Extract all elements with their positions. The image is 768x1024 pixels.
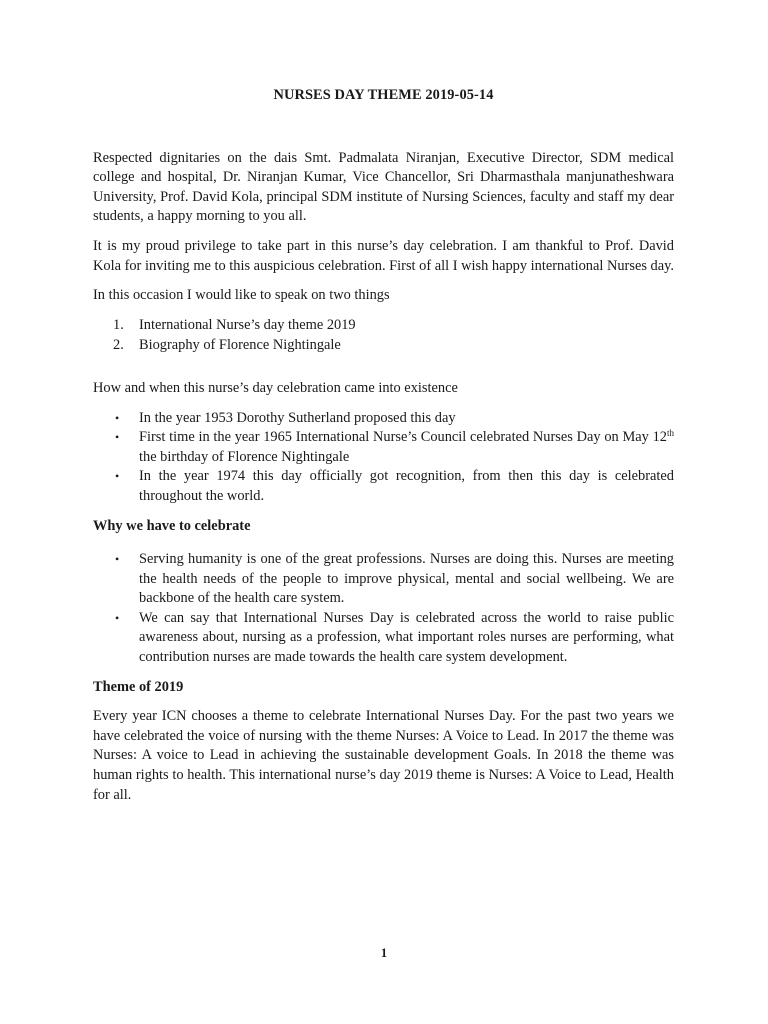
- privilege-paragraph: It is my proud privilege to take part in this nurse’s day celebration. I am thankful to Prof. David Kola for inviting me to this auspicious celebration. First of all I wish happy international Nurses day.: [93, 237, 674, 274]
- greeting-paragraph: Respected dignitaries on the dais Smt. Padmalata Niranjan, Executive Director, SDM medical college and hospital, Dr. Niranjan Kumar, Vice Chancellor, Sri Dharmasthala manjunatheshwara University, Prof. David Kola, principal SDM institute of Nursing Sciences, faculty and staff my dear students, a happy morning to you all.: [93, 149, 674, 225]
- list-item-text: the birthday of Florence Nightingale: [139, 448, 350, 465]
- list-item-text: Biography of Florence Nightingale: [139, 337, 341, 354]
- list-item-text: International Nurse’s day theme 2019: [139, 316, 356, 333]
- list-item: [93, 316, 674, 336]
- superscript: th: [666, 428, 674, 439]
- list-number: 2.: [113, 337, 124, 354]
- bullet-icon: •: [115, 610, 120, 625]
- list-item: [93, 550, 674, 609]
- why-list: [93, 550, 674, 668]
- bullet-icon: •: [115, 469, 120, 484]
- list-item-text: In the year 1953 Dorothy Sutherland proposed this day: [139, 409, 456, 426]
- list-item: [93, 609, 674, 668]
- theme-heading: Theme of 2019: [93, 678, 184, 695]
- list-item: [93, 409, 674, 429]
- history-list: [93, 409, 674, 507]
- document-title: NURSES DAY THEME 2019-05-14: [273, 87, 494, 103]
- list-item: [93, 428, 674, 467]
- list-item-text: First time in the year 1965 International Nurse’s Council celebrated Nurses Day on May 12: [139, 429, 667, 446]
- list-item-text: Serving humanity is one of the great professions. Nurses are doing this. Nurses are meeting the health needs of the people to improve physical, mental and social wellbeing. We are backbone of the health care system.: [139, 551, 674, 607]
- why-heading: Why we have to celebrate: [93, 517, 251, 534]
- page-number: 1: [380, 946, 388, 960]
- list-item-text: We can say that International Nurses Day is celebrated across the world to raise public awareness about, nursing as a profession, what important roles nurses are performing, what contribution nurses are made towards the health care system development.: [139, 609, 674, 666]
- occasion-paragraph: In this occasion I would like to speak on two things: [93, 287, 390, 304]
- document-body: [93, 86, 674, 805]
- bullet-icon: •: [115, 430, 120, 445]
- list-number: 1.: [113, 316, 124, 333]
- theme-paragraph: Every year ICN chooses a theme to celebrate International Nurses Day. For the past two years we have celebrated the voice of nursing with the theme Nurses: A Voice to Lead. In 2017 the theme was Nurses: A voice to Lead in achieving the sustainable development Goals. In 2018 the theme was human rights to health. This international nurse’s day 2019 theme is Nurses: A Voice to Lead, Health for all.: [93, 708, 674, 803]
- list-item: [93, 336, 674, 356]
- bullet-icon: •: [115, 552, 120, 567]
- list-item: [93, 467, 674, 506]
- topics-list: [93, 316, 674, 356]
- list-item-text: In the year 1974 this day officially got recognition, from then this day is celebrated throughout the world.: [139, 468, 674, 504]
- bullet-icon: •: [115, 410, 120, 425]
- existence-paragraph: How and when this nurse’s day celebration came into existence: [93, 379, 458, 396]
